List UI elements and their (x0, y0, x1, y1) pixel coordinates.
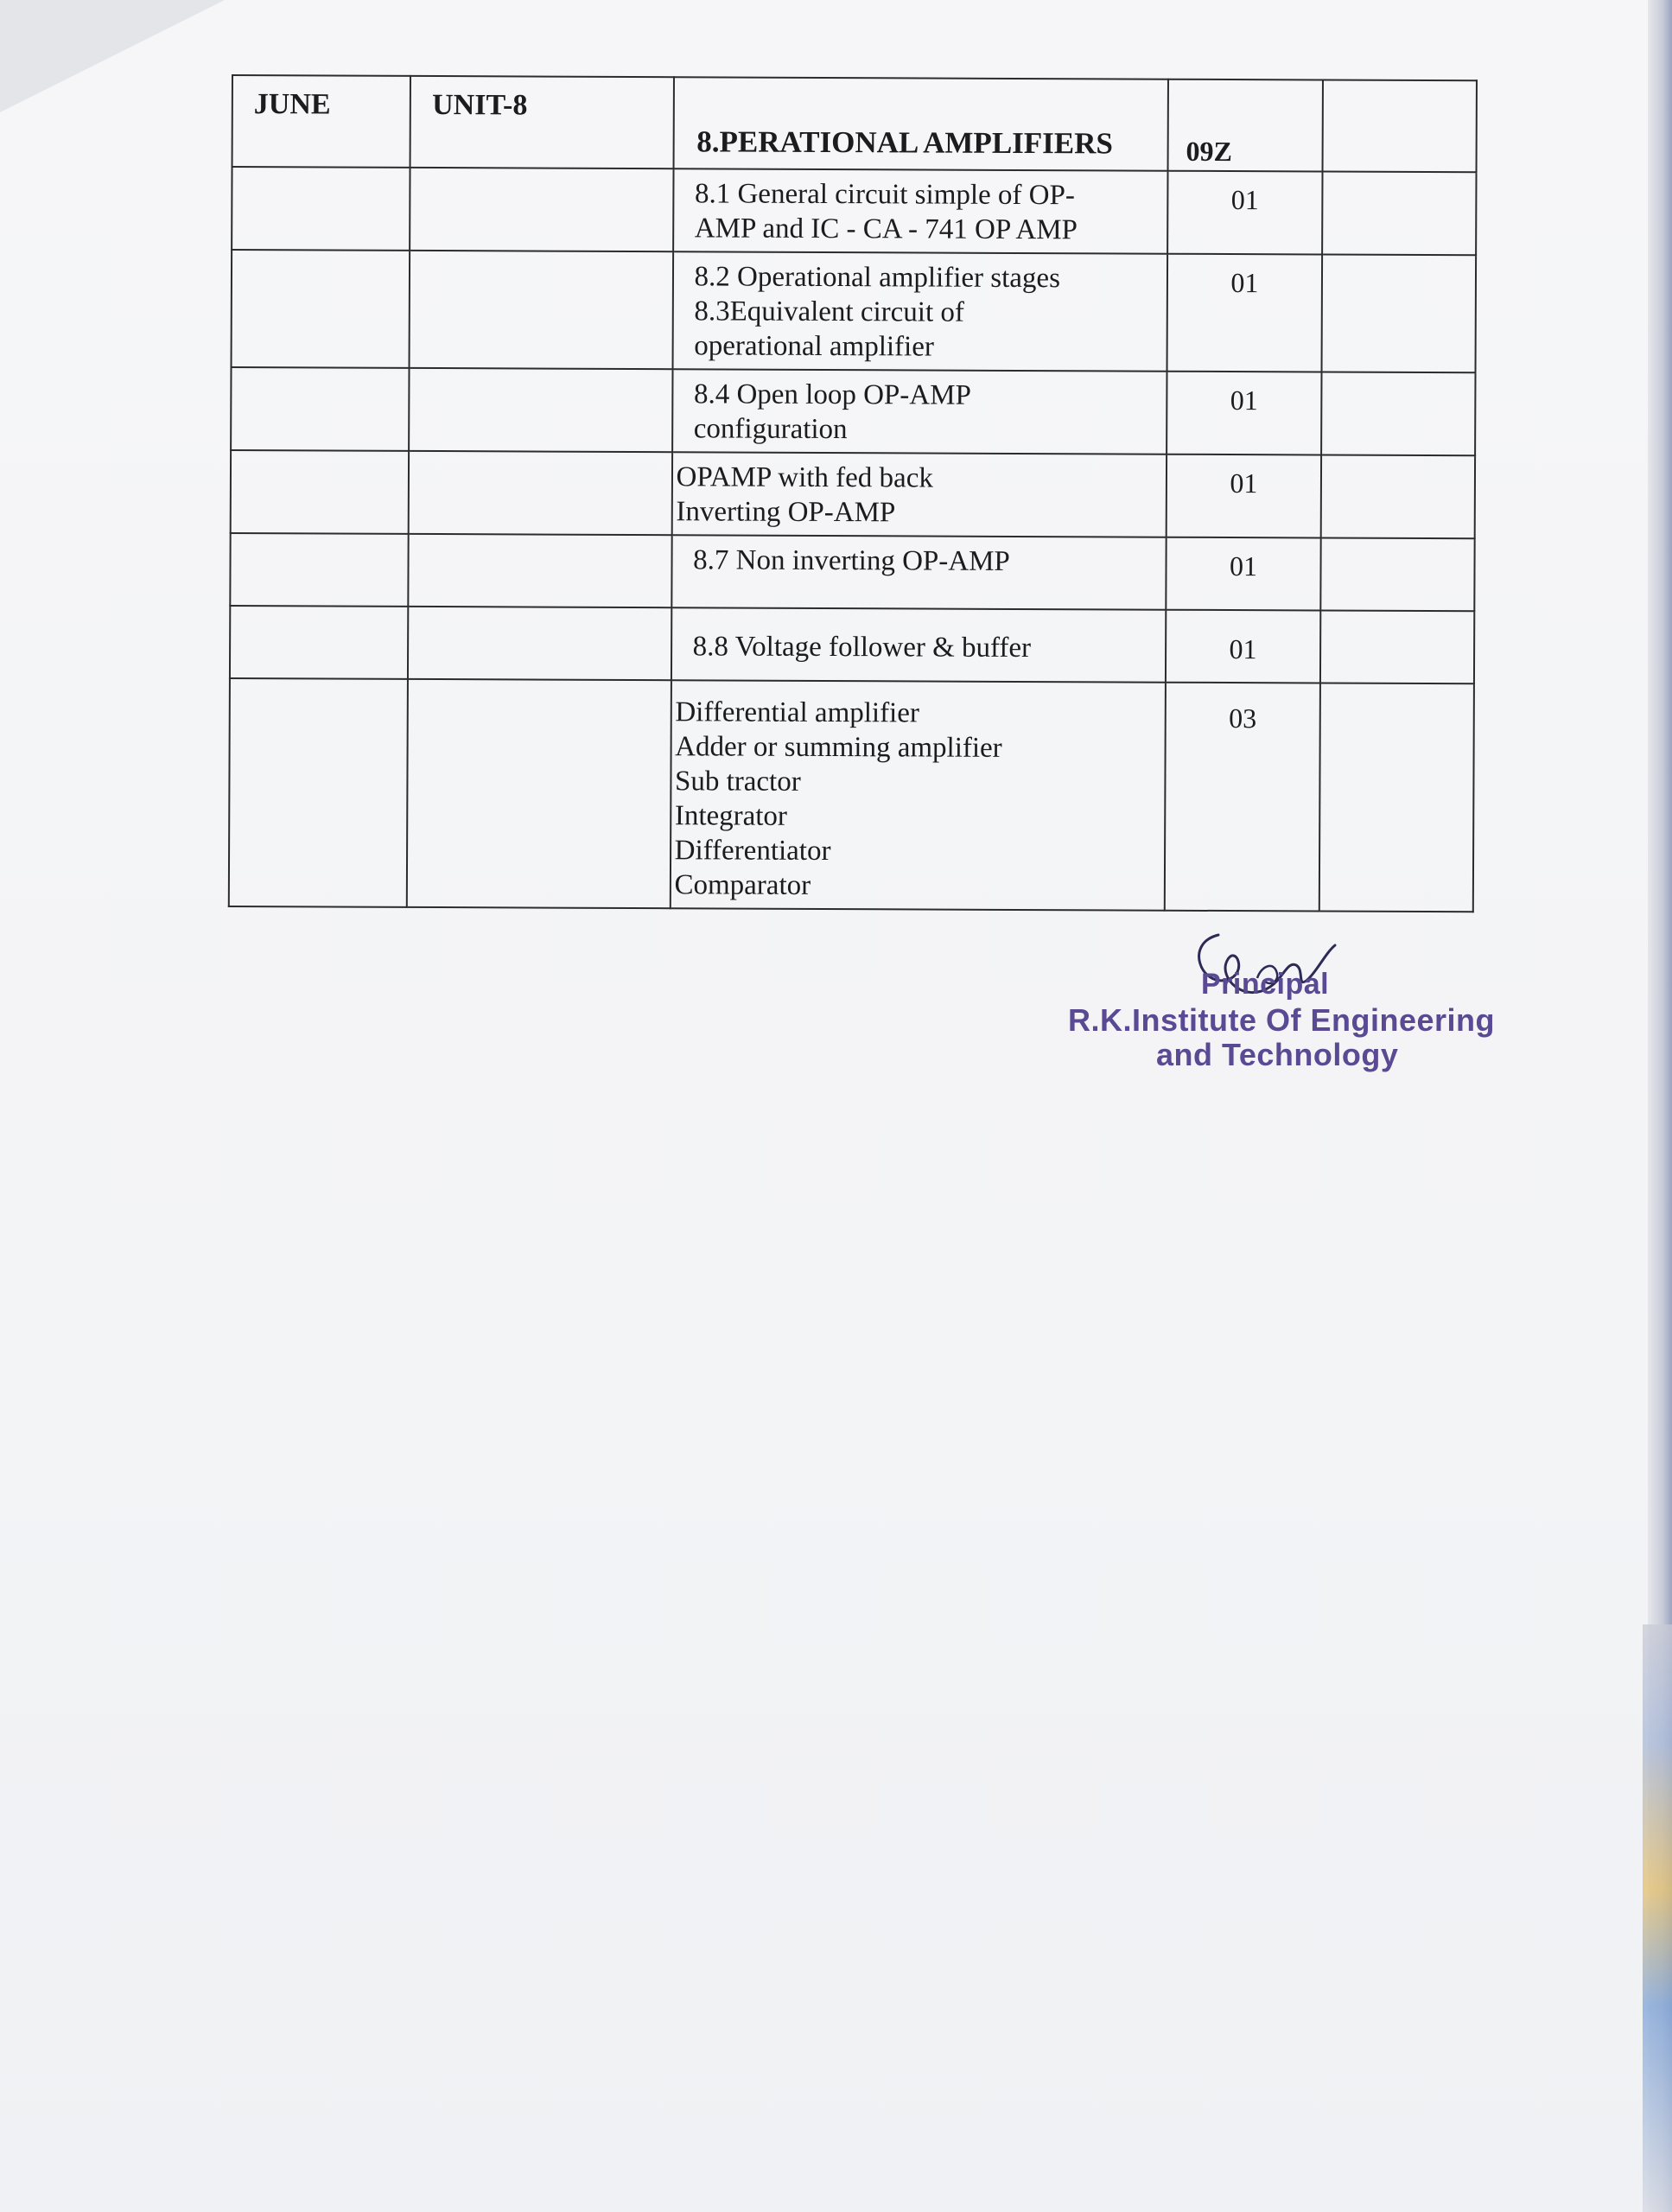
topic-cell (670, 680, 1165, 910)
topic-line: Integrator (674, 800, 788, 832)
empty-cell (1322, 172, 1476, 256)
table-row (230, 533, 1474, 611)
empty-cell (231, 367, 410, 451)
topic-line: OPAMP with fed back (676, 461, 933, 494)
empty-cell (409, 451, 672, 535)
table-header-row (232, 75, 1477, 172)
empty-cell (1320, 611, 1474, 684)
table-row (232, 250, 1477, 372)
topic-cell (672, 251, 1167, 371)
unit-hours-cell: 09Z (1167, 79, 1323, 172)
hours-cell: 01 (1167, 171, 1323, 255)
empty-cell (408, 607, 671, 680)
empty-cell (1319, 683, 1474, 912)
hours-cell: 01 (1166, 537, 1321, 611)
table-row (232, 167, 1476, 255)
empty-cell (231, 450, 410, 534)
empty-cell (1321, 455, 1475, 539)
topic-line: 8.3Equivalent circuit of (694, 296, 964, 328)
empty-cell (232, 250, 410, 368)
stamp-technology: and Technology (1156, 1037, 1399, 1072)
empty-cell (1321, 372, 1475, 456)
topic-cell (671, 535, 1167, 609)
topic-line: AMP and IC - CA - 741 OP AMP (694, 213, 1078, 246)
topic-line: 8.8 Voltage follower & buffer (692, 631, 1032, 664)
empty-cell (1322, 255, 1477, 373)
topic-cell (671, 607, 1167, 682)
topic-line: Differentiator (674, 835, 831, 868)
stamp-principal: Principal (1201, 968, 1330, 1001)
topic-cell (672, 369, 1167, 454)
empty-cell (232, 167, 410, 251)
background-cloth (1643, 1624, 1672, 2212)
topic-line: 8.1 General circuit simple of OP- (694, 178, 1075, 212)
empty-cell (409, 534, 672, 607)
topic-line: Sub tractor (674, 766, 801, 798)
hours-cell: 01 (1167, 254, 1322, 372)
topic-line: Adder or summing amplifier (675, 731, 1002, 764)
hours-cell: 01 (1167, 454, 1322, 538)
remarks-cell (1323, 80, 1477, 173)
empty-cell (410, 168, 673, 251)
unit-title-cell: 8.PERATIONAL AMPLIFIERS (673, 77, 1168, 170)
empty-cell (409, 368, 672, 452)
hours-cell: 01 (1166, 610, 1321, 683)
unit-cell: UNIT-8 (410, 76, 674, 168)
topic-line: 8.4 Open loop OP-AMP (693, 378, 971, 411)
paper-fold (0, 0, 225, 112)
topic-cell (671, 452, 1167, 537)
topic-line: configuration (693, 413, 848, 446)
empty-cell (1320, 538, 1474, 612)
hours-cell: 01 (1167, 372, 1322, 455)
empty-cell (229, 678, 408, 907)
table-row (230, 606, 1474, 683)
topic-line: 8.2 Operational amplifier stages (694, 261, 1061, 295)
empty-cell (230, 533, 409, 607)
table-row (229, 678, 1474, 912)
hours-cell: 03 (1165, 683, 1320, 912)
stamp-institute: R.K.Institute Of Engineering (1068, 1002, 1496, 1038)
topic-line: operational amplifier (694, 330, 934, 363)
topic-line: Differential amplifier (675, 696, 919, 729)
topic-cell (673, 168, 1168, 253)
lesson-plan-table (228, 74, 1478, 912)
month-cell: JUNE (232, 75, 411, 168)
topic-line: 8.7 Non inverting OP-AMP (693, 544, 1010, 577)
table-row (231, 367, 1475, 455)
table-row (231, 450, 1475, 538)
topic-line: Comparator (674, 869, 811, 901)
topic-line: Inverting OP-AMP (676, 496, 896, 529)
empty-cell (407, 679, 671, 908)
empty-cell (230, 606, 409, 679)
empty-cell (410, 251, 673, 369)
